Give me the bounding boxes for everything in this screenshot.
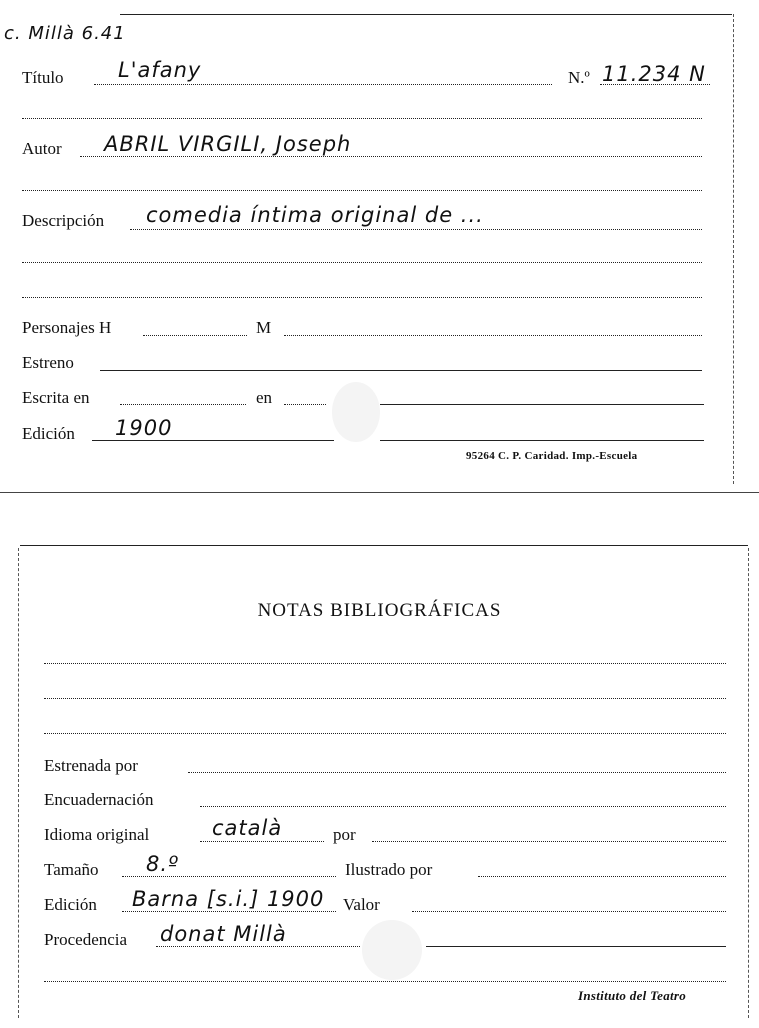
back-edition-label: Edición	[44, 895, 97, 914]
written-in-line	[120, 404, 246, 405]
author-line	[80, 156, 702, 157]
title-label: Título	[22, 68, 64, 87]
title-line	[94, 84, 552, 85]
description-line	[130, 229, 702, 230]
characters-m-label: M	[256, 318, 272, 337]
characters-h-line	[143, 335, 247, 336]
written-en-label: en	[256, 388, 273, 407]
notes-line-2	[44, 698, 726, 699]
value-line	[412, 911, 726, 912]
description-extra-line-1	[22, 262, 702, 263]
edition-label: Edición	[22, 424, 75, 443]
binding-line	[200, 806, 726, 807]
card-top-edge	[120, 14, 732, 15]
back-bottom-line	[44, 981, 726, 982]
premiered-by-line	[188, 772, 726, 773]
provenance-line	[156, 946, 360, 947]
author-extra-line	[22, 190, 702, 191]
number-label: N.º	[568, 68, 590, 87]
translated-by-label: por	[333, 825, 356, 844]
card-back-top-edge	[20, 545, 748, 546]
edition-value: 1900	[115, 416, 173, 440]
notes-line-3	[44, 733, 726, 734]
original-language-line	[200, 841, 324, 842]
illustrated-by-label: Ilustrado por	[345, 860, 433, 879]
characters-m-line	[284, 335, 702, 336]
title-value: L'afany	[118, 58, 202, 82]
size-label: Tamaño	[44, 860, 99, 879]
author-label: Autor	[22, 139, 62, 158]
card-right-edge	[733, 14, 734, 484]
value-label: Valor	[343, 895, 380, 914]
back-edition-value: Barna [s.i.] 1900	[132, 887, 325, 911]
stamp-smudge	[332, 382, 380, 442]
written-en-line	[284, 404, 326, 405]
size-value: 8.º	[146, 852, 179, 876]
corner-catalog-note: c. Millà 6.41	[4, 23, 126, 44]
bibliographic-notes-heading: NOTAS BIBLIOGRÁFICAS	[257, 600, 502, 621]
characters-label: Personajes H	[22, 318, 112, 337]
author-value: ABRIL VIRGILI, Joseph	[104, 132, 352, 156]
provenance-value: donat Millà	[160, 922, 287, 946]
notes-line-1	[44, 663, 726, 664]
original-language-value: català	[212, 816, 283, 840]
description-label: Descripción	[22, 211, 105, 230]
card-separator	[0, 492, 759, 493]
provenance-label: Procedencia	[44, 930, 128, 949]
institution-credit: Instituto del Teatro	[578, 988, 687, 1003]
premiered-by-label: Estrenada por	[44, 756, 138, 775]
catalog-card-front	[0, 0, 759, 495]
written-extra-line	[380, 404, 704, 405]
number-value: 11.234 N	[602, 62, 706, 86]
printer-credit: 95264 C. P. Caridad. Imp.-Escuela	[466, 450, 638, 462]
title-extra-line	[22, 118, 702, 119]
original-language-label: Idioma original	[44, 825, 150, 844]
premiere-line	[100, 370, 702, 371]
description-value: comedia íntima original de ...	[146, 203, 484, 227]
edition-line	[92, 440, 334, 441]
translated-by-line	[372, 841, 726, 842]
written-in-label: Escrita en	[22, 388, 90, 407]
description-extra-line-2	[22, 297, 702, 298]
back-edition-line	[122, 911, 336, 912]
binding-label: Encuadernación	[44, 790, 154, 809]
catalog-card-back	[0, 540, 759, 1028]
back-stamp-smudge	[362, 920, 422, 980]
size-line	[122, 876, 336, 877]
premiere-label: Estreno	[22, 353, 74, 372]
illustrated-by-line	[478, 876, 726, 877]
edition-extra-line	[380, 440, 704, 441]
provenance-extra-line	[426, 946, 726, 947]
